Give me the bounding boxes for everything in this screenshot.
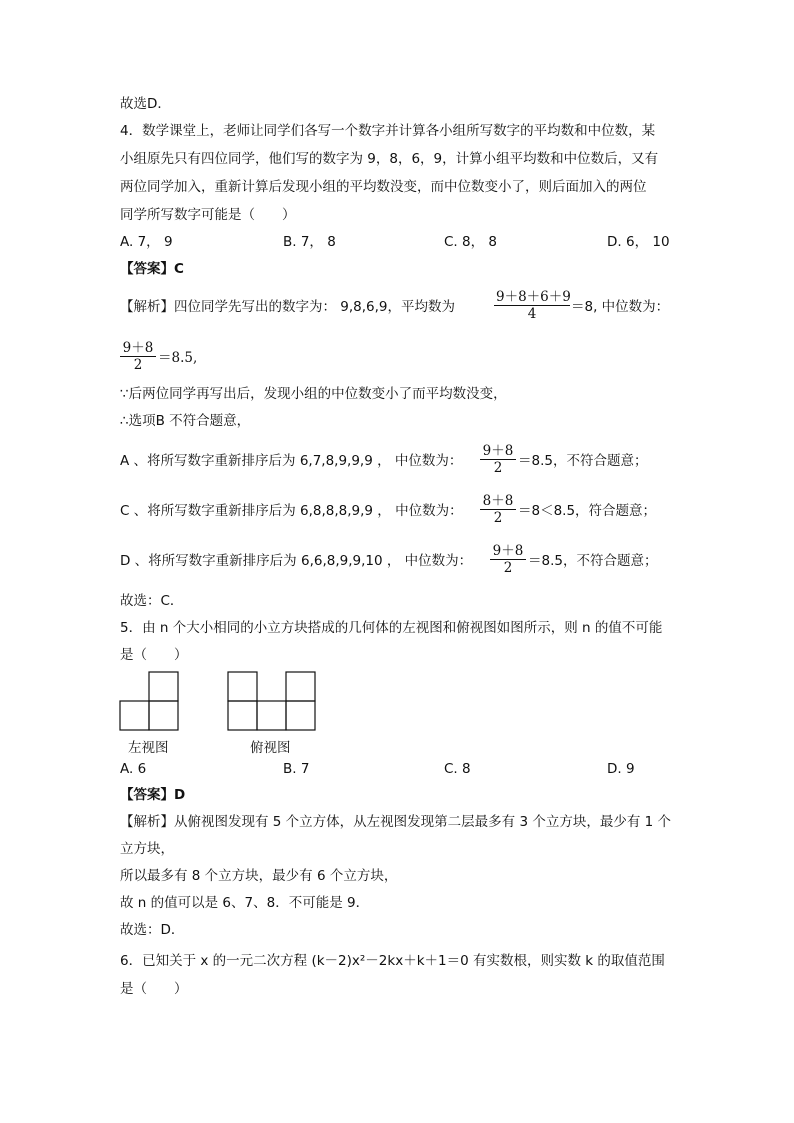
left-view-square-bottom-right xyxy=(149,701,178,730)
q4-case-a: A 、将所写数字重新排序后为 6,7,8,9,9,9 ， 中位数为： xyxy=(120,453,463,469)
q4-case-c-result: ＝8＜8.5，符合题意； xyxy=(518,503,657,519)
top-view-square-bottom-1 xyxy=(228,701,257,730)
q4-mean-result: ＝8, 中位数为： xyxy=(571,299,670,315)
q5-option-b: B. 7 xyxy=(283,761,310,777)
left-view-label: 左视图 xyxy=(128,740,169,756)
q5-analysis-line1: 【解析】从俯视图发现有 5 个立方体，从左视图发现第二层最多有 3 个立方块，最少有 1 个 xyxy=(120,814,672,830)
top-view-square-top-right xyxy=(286,672,315,701)
q5-option-d: D. 9 xyxy=(607,761,635,777)
q4-mean-denominator: 4 xyxy=(527,306,537,322)
q5-analysis-line3: 所以最多有 8 个立方块，最少有 6 个立方块， xyxy=(120,868,398,884)
q4-case-a-numerator: 9＋8 xyxy=(480,443,516,460)
q5-analysis-line4: 故 n 的值可以是 6、7、8．不可能是 9． xyxy=(120,895,370,911)
q4-stem-line3: 两位同学加入，重新计算后发现小组的平均数没变，而中位数变小了，则后面加入的两位 xyxy=(120,179,647,195)
q4-median-numerator: 9＋8 xyxy=(120,340,156,357)
q5-answer: 【答案】D xyxy=(120,787,186,803)
q6-stem-line1: 6．已知关于 x 的一元二次方程 (k－2)x²－2kx＋k＋1＝0 有实数根，则实数 k 的取值范围 xyxy=(120,953,665,969)
q4-mean-numerator: 9＋8＋6＋9 xyxy=(496,289,571,305)
q4-median-result: ＝8.5, xyxy=(158,350,198,366)
q4-case-d-result: ＝8.5，不符合题意； xyxy=(528,553,658,569)
q4-case-c-fraction xyxy=(480,493,516,526)
q5-option-a: A. 6 xyxy=(120,761,147,777)
q5-stem-line1: 5．由 n 个大小相同的小立方块搭成的几何体的左视图和俯视图如图所示，则 n 的值不可能 xyxy=(120,620,663,636)
top-view-square-top-left xyxy=(228,672,257,701)
q4-because: ∵后两位同学再写出后，发现小组的中位数变小了而平均数没变， xyxy=(120,386,507,402)
q4-option-a: A. 7， 9 xyxy=(120,234,173,250)
q5-conclusion: 故选：D． xyxy=(120,922,185,938)
top-view-square-bottom-3 xyxy=(286,701,315,730)
q4-case-a-result: ＝8.5，不符合题意； xyxy=(518,453,648,469)
q4-case-d-fraction xyxy=(490,543,526,576)
q3-conclusion: 故选D． xyxy=(120,96,171,112)
q4-median-fraction xyxy=(120,340,156,373)
q6-stem-line2: 是（ ） xyxy=(120,981,188,997)
left-view-square-top xyxy=(149,672,178,701)
q4-mean-fraction xyxy=(494,289,570,322)
q4-analysis-intro: 【解析】四位同学先写出的数字为： 9,8,6,9，平均数为 xyxy=(120,299,456,315)
q4-therefore: ∴选项B 不符合题意， xyxy=(120,413,251,429)
q4-case-a-fraction xyxy=(480,443,516,476)
left-view-figure xyxy=(118,670,182,732)
q4-option-b: B. 7， 8 xyxy=(283,234,336,250)
q4-stem-line4: 同学所写数字可能是（ ） xyxy=(120,207,296,223)
left-view-square-bottom-left xyxy=(120,701,149,730)
q4-stem-line1: 4．数学课堂上，老师让同学们各写一个数字并计算各小组所写数字的平均数和中位数，某 xyxy=(120,123,656,139)
q4-case-c: C 、将所写数字重新排序后为 6,8,8,8,9,9 ， 中位数为： xyxy=(120,503,463,519)
q4-case-d-numerator: 9＋8 xyxy=(490,543,526,560)
q5-stem-line2: 是（ ） xyxy=(120,647,188,663)
q4-case-d: D 、将所写数字重新排序后为 6,6,8,9,9,10 ， 中位数为： xyxy=(120,553,473,569)
top-view-label: 俯视图 xyxy=(250,740,291,756)
q4-conclusion: 故选：C． xyxy=(120,593,184,609)
top-view-figure xyxy=(226,670,321,732)
top-view-square-bottom-2 xyxy=(257,701,286,730)
q4-stem-line2: 小组原先只有四位同学，他们写的数字为 9，8，6，9，计算小组平均数和中位数后，又有 xyxy=(120,151,659,167)
q4-option-d: D. 6， 10 xyxy=(607,234,670,250)
q4-case-d-denominator: 2 xyxy=(503,560,513,576)
q4-median-denominator: 2 xyxy=(133,357,143,373)
q4-option-c: C. 8， 8 xyxy=(444,234,497,250)
q4-case-a-denominator: 2 xyxy=(493,460,503,476)
q5-option-c: C. 8 xyxy=(444,761,471,777)
q5-analysis-line2: 立方块， xyxy=(120,841,174,857)
q4-case-c-denominator: 2 xyxy=(493,510,503,526)
q4-answer: 【答案】C xyxy=(120,261,184,277)
q4-case-c-numerator: 8＋8 xyxy=(480,493,516,510)
